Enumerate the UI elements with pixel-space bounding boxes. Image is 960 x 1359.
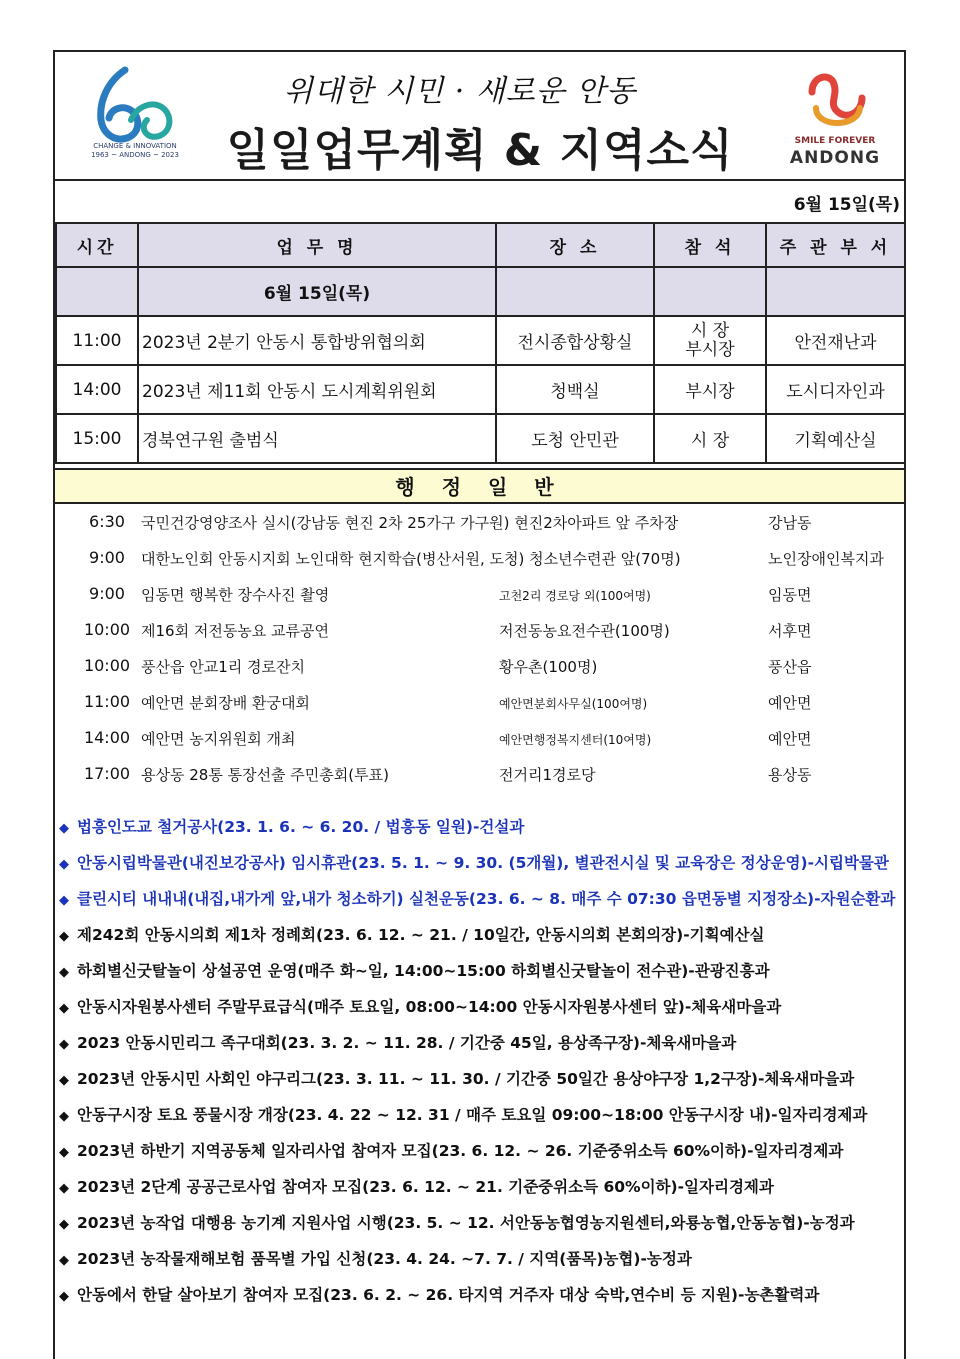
andong-logo-sub: SMILE FOREVER (794, 136, 876, 146)
document-header (55, 52, 904, 181)
row-attend: 부시장 (654, 365, 766, 414)
notice-item (59, 1212, 904, 1248)
admin-place: 예안면행정복지센터(10여명) (499, 733, 652, 747)
admin-time: 17:00 (83, 764, 131, 783)
header-attend: 참 석 (654, 223, 766, 267)
schedule-date: 6월 15일(목) (138, 267, 496, 316)
page-title: 일일업무계획 & 지역소식 (226, 125, 734, 176)
notice-text: 2023년 농작업 대행용 농기계 지원사업 시행(23. 5. ~ 12. 서안동농협영농지원센터,와룡농협,안동농협)-농정과 (77, 1214, 855, 1232)
notice-text: 안동에서 한달 살아보기 참여자 모집(23. 6. 2. ~ 26. 타지역 거주자 대상 숙박,연수비 등 지원)-농촌활력과 (77, 1286, 820, 1304)
row-task: 2023년 2분기 안동시 통합방위협의회 (138, 316, 496, 365)
admin-dept: 서후면 (768, 622, 812, 640)
row-attend-1: 시 장 (690, 320, 730, 341)
notice-text: 안동시립박물관(내진보강공사) 임시휴관(23. 5. 1. ~ 9. 30. (5개월), 별관전시실 및 교육장은 정상운영)-시립박물관 (77, 854, 889, 872)
diamond-bullet-icon: ◆ (59, 929, 69, 944)
notice-text: 2023년 하반기 지역공동체 일자리사업 참여자 모집(23. 6. 12. ~ 26. 기준중위소득 60%이하)-일자리경제과 (77, 1142, 844, 1160)
admin-place: 예안면분회사무실(100여명) (499, 697, 648, 711)
header-time: 시간 (56, 223, 138, 267)
row-time: 15:00 (56, 414, 138, 463)
admin-dept: 노인장애인복지과 (768, 550, 884, 568)
notice-item (59, 852, 904, 888)
diamond-bullet-icon: ◆ (59, 1289, 69, 1304)
notice-list (59, 816, 904, 1320)
admin-dept: 예안면 (768, 694, 812, 712)
admin-time: 9:00 (89, 584, 125, 603)
admin-time: 10:00 (83, 620, 131, 639)
admin-dept: 강남동 (768, 514, 812, 532)
list-item (55, 540, 904, 576)
notice-item (59, 1248, 904, 1284)
table-row (56, 414, 905, 463)
logo60-line1: CHANGE & INNOVATION (93, 142, 177, 150)
notice-item (59, 1176, 904, 1212)
logo60-line2: 1963 ~ ANDONG ~ 2023 (91, 151, 179, 159)
admin-dept: 용상동 (768, 766, 812, 784)
admin-list (55, 504, 904, 792)
notice-text: 제242회 안동시의회 제1차 정례회(23. 6. 12. ~ 21. / 10일간, 안동시의회 본회의장)-기획예산실 (77, 926, 765, 944)
notice-text: 2023 안동시민리그 족구대회(23. 3. 2. ~ 11. 28. / 기간중 45일, 용상족구장)-체육새마을과 (77, 1034, 737, 1052)
admin-section-title: 행 정 일 반 (55, 468, 904, 504)
admin-dept: 임동면 (768, 586, 812, 604)
admin-name: 풍산읍 안교1리 경로잔치 (141, 658, 305, 676)
notice-item (59, 1140, 904, 1176)
row-dept: 기획예산실 (766, 414, 905, 463)
notice-text: 법흥인도교 철거공사(23. 1. 6. ~ 6. 20. / 법흥동 일원)-건설과 (77, 818, 525, 836)
list-item (55, 648, 904, 684)
list-item (55, 612, 904, 648)
notice-item (59, 996, 904, 1032)
admin-dept: 풍산읍 (768, 658, 812, 676)
notice-item (59, 1104, 904, 1140)
notice-text: 안동구시장 토요 풍물시장 개장(23. 4. 22 ~ 12. 31 / 매주 토요일 09:00~18:00 안동구시장 내)-일자리경제과 (77, 1106, 868, 1124)
anniversary-logo-text (79, 142, 191, 160)
admin-place: 고천2리 경로당 외(100여명) (499, 589, 651, 603)
notice-text: 클린시티 내내내(내집,내가게 앞,내가 청소하기) 실천운동(23. 6. ~ 8. 매주 수 07:30 읍면동별 지정장소)-자원순환과 (77, 890, 896, 908)
list-item (55, 576, 904, 612)
row-task: 경북연구원 출범식 (138, 414, 496, 463)
diamond-bullet-icon: ◆ (59, 1253, 69, 1268)
notice-item (59, 1284, 904, 1320)
notice-text: 안동시자원봉사센터 주말무료급식(매주 토요일, 08:00~14:00 안동시자원봉사센터 앞)-체육새마을과 (77, 998, 782, 1016)
row-place: 전시종합상황실 (496, 316, 654, 365)
admin-time: 9:00 (89, 548, 125, 567)
admin-place: 황우촌(100명) (499, 658, 598, 676)
notice-item (59, 1032, 904, 1068)
diamond-bullet-icon: ◆ (59, 1145, 69, 1160)
table-row (56, 316, 905, 365)
admin-name: 임동면 행복한 장수사진 촬영 (141, 586, 330, 604)
diamond-bullet-icon: ◆ (59, 1217, 69, 1232)
row-dept: 도시디자인과 (766, 365, 905, 414)
date-row (55, 179, 904, 224)
admin-name: 용상동 28통 통장선출 주민총회(투표) (141, 766, 389, 784)
notice-item (59, 1068, 904, 1104)
row-place: 도청 안민관 (496, 414, 654, 463)
document-page (53, 50, 906, 1359)
admin-name: 예안면 농지위원회 개최 (141, 730, 296, 748)
document-date: 6월 15일(목) (793, 195, 900, 215)
notice-item (59, 960, 904, 996)
diamond-bullet-icon: ◆ (59, 857, 69, 872)
diamond-bullet-icon: ◆ (59, 1109, 69, 1124)
header-task: 업 무 명 (138, 223, 496, 267)
admin-place: 전거리1경로당 (499, 766, 596, 784)
notice-text: 2023년 2단계 공공근로사업 참여자 모집(23. 6. 12. ~ 21. 기준중위소득 60%이하)-일자리경제과 (77, 1178, 774, 1196)
notice-text: 하회별신굿탈놀이 상설공연 운영(매주 화~일, 14:00~15:00 하회별신굿탈놀이 전수관)-관광진흥과 (77, 962, 770, 980)
admin-time: 14:00 (83, 728, 131, 747)
schedule-table (55, 222, 906, 464)
notice-text: 2023년 농작물재해보험 품목별 가입 신청(23. 4. 24. ~7. 7. / 지역(품목)농협)-농정과 (77, 1250, 692, 1268)
row-attend (654, 316, 766, 365)
andong-logo-name: ANDONG (789, 148, 881, 168)
schedule-date-row (56, 267, 905, 316)
diamond-bullet-icon: ◆ (59, 893, 69, 908)
diamond-bullet-icon: ◆ (59, 1001, 69, 1016)
row-task: 2023년 제11회 안동시 도시계획위원회 (138, 365, 496, 414)
row-time: 14:00 (56, 365, 138, 414)
admin-time: 10:00 (83, 656, 131, 675)
admin-name: 제16회 저전동농요 교류공연 (141, 622, 330, 640)
list-item (55, 720, 904, 756)
slogan: 위대한 시민 · 새로운 안동 (283, 74, 637, 109)
diamond-bullet-icon: ◆ (59, 1181, 69, 1196)
notice-item (59, 888, 904, 924)
diamond-bullet-icon: ◆ (59, 965, 69, 980)
admin-time: 6:30 (89, 512, 125, 531)
diamond-bullet-icon: ◆ (59, 1073, 69, 1088)
row-attend: 시 장 (654, 414, 766, 463)
notice-item (59, 924, 904, 960)
header-dept: 주 관 부 서 (766, 223, 905, 267)
schedule-header-row (56, 223, 905, 267)
list-item (55, 684, 904, 720)
notice-item (59, 816, 904, 852)
admin-name: 예안면 분회장배 환궁대회 (141, 694, 310, 712)
diamond-bullet-icon: ◆ (59, 821, 69, 836)
row-attend-2: 부시장 (685, 339, 735, 360)
admin-dept: 예안면 (768, 730, 812, 748)
notice-text: 2023년 안동시민 사회인 야구리그(23. 3. 11. ~ 11. 30. / 기간중 50일간 용상야구장 1,2구장)-체육새마을과 (77, 1070, 855, 1088)
admin-place: 저전동농요전수관(100명) (499, 622, 670, 640)
row-place: 청백실 (496, 365, 654, 414)
table-row (56, 365, 905, 414)
admin-name: 대한노인회 안동시지회 노인대학 현지학습(병산서원, 도청) 청소년수련관 앞(70명) (141, 550, 681, 568)
header-place: 장 소 (496, 223, 654, 267)
diamond-bullet-icon: ◆ (59, 1037, 69, 1052)
admin-time: 11:00 (83, 692, 131, 711)
list-item (55, 756, 904, 792)
list-item (55, 504, 904, 540)
row-dept: 안전재난과 (766, 316, 905, 365)
row-time: 11:00 (56, 316, 138, 365)
admin-name: 국민건강영양조사 실시(강남동 현진 2차 25가구 가구원) 현진2차아파트 앞 주차장 (141, 514, 679, 532)
